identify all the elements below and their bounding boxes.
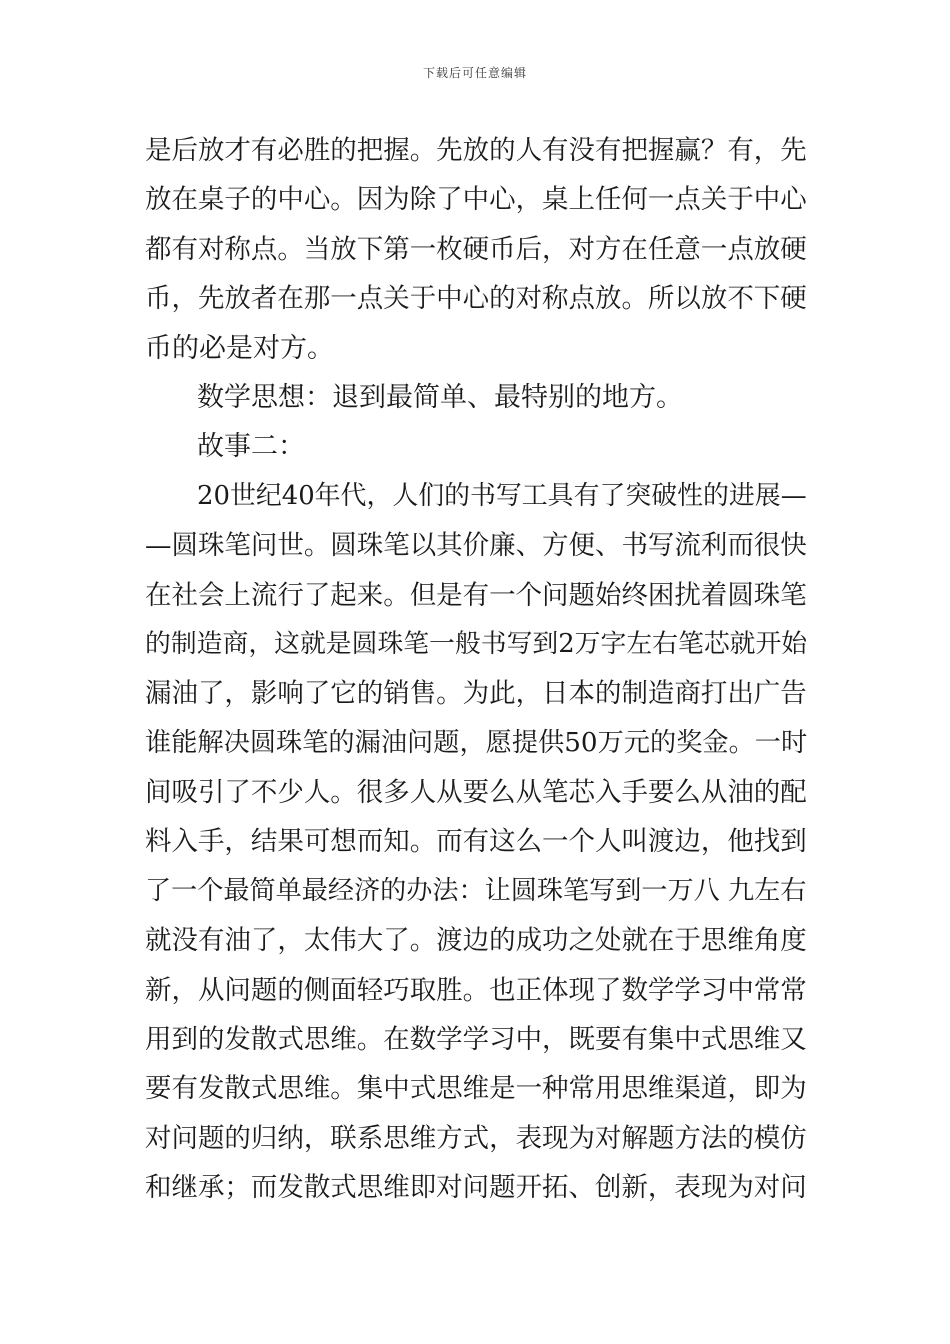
text-line: 数学思想：退到最简单、最特别的地方。 — [197, 381, 683, 413]
text-line: 的制造商，这就是圆珠笔一般书写到2万字左右笔芯就开始 — [145, 628, 808, 659]
text-line: 了一个最简单最经济的办法：让圆珠笔写到一万八 九左右 — [145, 875, 807, 906]
text-line: 间吸引了不少人。很多人从要么从笔芯入手要么从油的配 — [145, 777, 807, 809]
text-line: 漏油了，影响了它的销售。为此，日本的制造商打出广告 — [145, 678, 807, 710]
text-line: 就没有油了，太伟大了。渡边的成功之处就在于思维角度 — [145, 925, 807, 957]
text-line: 和继承；而发散式思维即对问题开拓、创新，表现为对问 — [145, 1172, 807, 1204]
text-line: 20世纪40年代，人们的书写工具有了突破性的进展— — [197, 480, 807, 511]
text-line: 币，先放者在那一点关于中心的对称点放。所以放不下硬 — [145, 283, 807, 315]
document-body — [145, 126, 807, 1213]
text-line: 放在桌子的中心。因为除了中心，桌上任何一点关于中心 — [145, 184, 807, 216]
text-line: 要有发散式思维。集中式思维是一种常用思维渠道，即为 — [145, 1073, 807, 1105]
text-line: 谁能解决圆珠笔的漏油问题，愿提供50万元的奖金。一时 — [145, 727, 808, 758]
text-line: —圆珠笔问世。圆珠笔以其价廉、方便、书写流利而很快 — [145, 530, 807, 562]
text-line: 料入手，结果可想而知。而有这么一个人叫渡边，他找到 — [145, 826, 807, 858]
text-line: 对问题的归纳，联系思维方式，表现为对解题方法的模仿 — [145, 1122, 807, 1154]
text-line: 都有对称点。当放下第一枚硬币后，对方在任意一点放硬 — [145, 233, 807, 265]
text-line: 币的必是对方。 — [145, 332, 334, 364]
page-header: 下载后可任意编辑 — [422, 66, 527, 80]
text-line: 在社会上流行了起来。但是有一个问题始终困扰着圆珠笔 — [145, 579, 807, 611]
text-line: 用到的发散式思维。在数学学习中，既要有集中式思维又 — [145, 1024, 807, 1056]
text-line: 故事二： — [197, 431, 305, 463]
text-line: 新，从问题的侧面轻巧取胜。也正体现了数学学习中常常 — [145, 974, 807, 1006]
text-line: 是后放才有必胜的把握。先放的人有没有把握赢？有，先 — [145, 135, 807, 166]
